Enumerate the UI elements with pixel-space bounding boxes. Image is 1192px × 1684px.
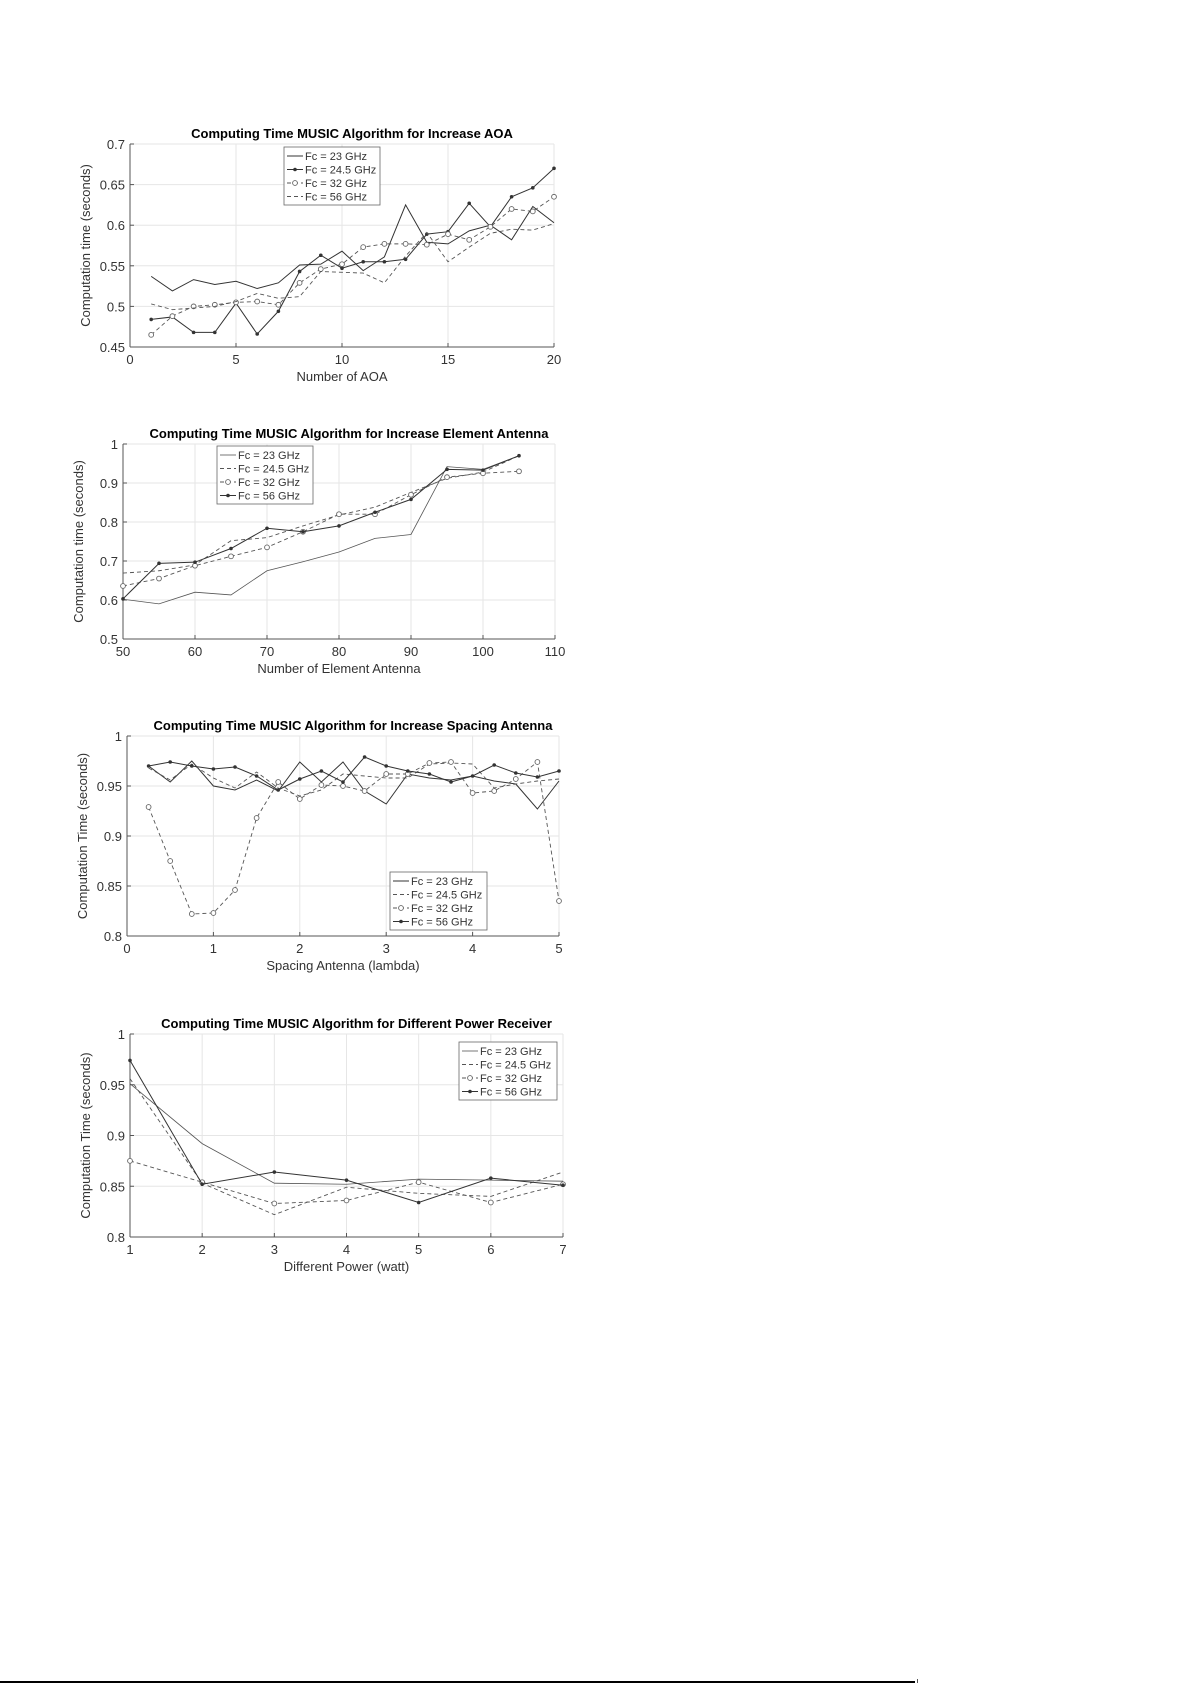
data-point-circle: [293, 181, 298, 186]
y-tick-label: 0.7: [106, 137, 125, 152]
legend-entry: Fc = 56 GHz: [411, 916, 474, 929]
data-point-circle: [121, 584, 126, 589]
chart-1: [78, 126, 561, 384]
x-tick-label: 4: [468, 941, 477, 956]
chart-2: [71, 426, 565, 676]
chart-title: Computing Time MUSIC Algorithm for Increase Element Antenna: [149, 426, 549, 441]
data-point-circle: [189, 912, 194, 917]
legend-entry: Fc = 32 GHz: [411, 903, 474, 915]
data-point-circle: [362, 789, 367, 794]
x-tick-label: 90: [403, 644, 419, 659]
x-tick-label: 100: [472, 644, 494, 659]
x-tick-label: 20: [546, 352, 562, 367]
y-tick-label: 0.8: [103, 929, 122, 944]
data-point-dot: [561, 1183, 565, 1187]
data-point-dot: [229, 547, 233, 551]
data-point-circle: [513, 777, 518, 782]
x-tick-label: 3: [382, 941, 390, 956]
legend-entry: Fc = 56 GHz: [238, 490, 301, 503]
page-bottom-tick: [917, 1679, 918, 1683]
y-tick-label: 0.55: [99, 258, 125, 274]
x-tick-label: 5: [415, 1242, 423, 1257]
data-point-dot: [293, 168, 297, 172]
y-tick-label: 0.85: [99, 1179, 125, 1195]
legend: [217, 446, 313, 504]
legend: [459, 1042, 557, 1100]
legend: [390, 872, 487, 930]
data-point-circle: [337, 512, 342, 517]
y-tick-label: 0.95: [96, 779, 122, 794]
data-point-dot: [301, 530, 305, 534]
data-point-circle: [399, 906, 404, 911]
data-point-dot: [510, 195, 514, 199]
series-line: [151, 224, 554, 310]
data-point-circle: [361, 245, 366, 250]
y-axis-label: Computation time (seconds): [78, 164, 93, 327]
data-point-circle: [384, 772, 389, 777]
data-point-dot: [471, 774, 475, 778]
data-point-circle: [255, 299, 260, 304]
data-point-circle: [318, 267, 323, 272]
series-line: [151, 205, 554, 291]
data-point-dot: [417, 1201, 421, 1205]
y-tick-label: 0.9: [103, 829, 122, 844]
y-tick-label: 0.6: [99, 593, 118, 608]
legend-entry: Fc = 56 GHz: [305, 191, 368, 204]
legend-entry: Fc = 23 GHz: [305, 151, 368, 163]
x-tick-label: 4: [342, 1242, 351, 1257]
y-axis-label: Computation Time (seconds): [75, 752, 90, 920]
data-point-circle: [265, 545, 270, 550]
data-point-dot: [361, 260, 365, 264]
legend-entry: Fc = 32 GHz: [238, 477, 301, 489]
legend-entry: Fc = 24.5 GHz: [238, 463, 310, 476]
y-tick-label: 1: [117, 1027, 125, 1042]
data-point-dot: [320, 769, 324, 773]
data-point-circle: [193, 563, 198, 568]
data-point-circle: [168, 859, 173, 864]
data-point-circle: [341, 784, 346, 789]
data-point-dot: [255, 774, 259, 778]
data-point-circle: [382, 241, 387, 246]
y-axis-label: Computation Time (seconds): [78, 1052, 93, 1219]
series-line: [123, 456, 519, 573]
data-point-dot: [319, 253, 323, 257]
y-tick-label: 0.5: [99, 632, 118, 647]
x-tick-label: 2: [198, 1242, 206, 1257]
data-point-dot: [383, 260, 387, 264]
data-point-circle: [128, 1158, 133, 1163]
y-tick-label: 0.45: [99, 340, 125, 355]
data-point-circle: [276, 780, 281, 785]
y-tick-label: 0.6: [106, 218, 125, 234]
y-axis-label: Computation time (seconds): [71, 460, 86, 623]
data-point-circle: [557, 899, 562, 904]
data-point-dot: [557, 769, 561, 773]
data-point-dot: [409, 498, 413, 502]
data-point-dot: [373, 510, 377, 514]
data-point-circle: [149, 332, 154, 337]
data-point-circle: [211, 911, 216, 916]
data-point-circle: [535, 760, 540, 765]
x-axis-label: Spacing Antenna (lambda): [266, 958, 420, 973]
data-point-circle: [403, 241, 408, 246]
y-tick-label: 1: [114, 729, 122, 744]
x-tick-label: 7: [559, 1242, 567, 1257]
data-point-dot: [363, 755, 367, 759]
data-point-dot: [428, 772, 432, 776]
data-point-dot: [157, 562, 161, 566]
series-4: [151, 224, 554, 310]
data-point-circle: [552, 194, 557, 199]
y-tick-label: 0.8: [106, 1230, 125, 1245]
x-tick-label: 50: [115, 644, 131, 659]
series-line: [149, 762, 559, 914]
chart-4: [78, 1016, 567, 1274]
series-line: [123, 456, 519, 604]
data-point-circle: [340, 262, 345, 267]
chart-title: Computing Time MUSIC Algorithm for Increase Spacing Antenna: [153, 718, 553, 733]
x-tick-label: 10: [334, 352, 350, 367]
data-point-dot: [212, 767, 216, 771]
data-point-dot: [399, 920, 403, 924]
legend-entry: Fc = 23 GHz: [238, 450, 301, 462]
data-point-circle: [445, 475, 450, 480]
data-point-circle: [297, 280, 302, 285]
x-tick-label: 5: [232, 352, 240, 367]
data-point-circle: [488, 224, 493, 229]
x-tick-label: 110: [544, 644, 566, 659]
legend-entry: Fc = 24.5 GHz: [305, 164, 377, 177]
x-axis-label: Number of AOA: [296, 369, 388, 384]
data-point-circle: [254, 816, 259, 821]
x-tick-label: 6: [487, 1242, 495, 1257]
series-1: [123, 456, 519, 604]
y-tick-label: 0.9: [106, 1128, 125, 1144]
y-tick-label: 0.8: [99, 515, 118, 530]
chart-title: Computing Time MUSIC Algorithm for Different Power Receiver: [161, 1016, 552, 1031]
data-point-dot: [276, 788, 280, 792]
data-point-dot: [168, 760, 172, 764]
data-point-dot: [213, 331, 217, 335]
data-point-dot: [200, 1182, 204, 1186]
data-point-dot: [255, 332, 259, 336]
data-point-circle: [492, 789, 497, 794]
data-point-dot: [406, 769, 410, 773]
data-point-dot: [468, 1090, 472, 1094]
data-point-circle: [409, 492, 414, 497]
data-point-dot: [193, 560, 197, 564]
legend: [284, 147, 380, 205]
data-point-circle: [470, 791, 475, 796]
y-tick-label: 0.7: [99, 554, 118, 569]
data-point-dot: [341, 780, 345, 784]
y-tick-label: 0.5: [106, 299, 125, 315]
data-point-circle: [297, 797, 302, 802]
data-point-circle: [319, 783, 324, 788]
series-line: [123, 456, 519, 599]
x-tick-label: 80: [331, 644, 347, 659]
data-point-circle: [233, 888, 238, 893]
y-tick-label: 0.85: [96, 879, 122, 894]
legend-entry: Fc = 24.5 GHz: [411, 889, 483, 902]
series-line: [149, 763, 559, 796]
data-point-circle: [517, 469, 522, 474]
y-tick-label: 1: [110, 437, 118, 452]
y-tick-label: 0.9: [99, 476, 118, 491]
x-tick-label: 15: [440, 352, 456, 367]
data-point-dot: [149, 318, 153, 322]
data-point-dot: [489, 1176, 493, 1180]
data-point-dot: [552, 167, 556, 171]
legend-entry: Fc = 32 GHz: [305, 178, 368, 190]
data-point-dot: [445, 468, 449, 472]
data-point-dot: [492, 763, 496, 767]
legend-entry: Fc = 24.5 GHz: [480, 1059, 552, 1072]
data-point-circle: [344, 1198, 349, 1203]
data-point-circle: [530, 209, 535, 214]
data-point-dot: [273, 1170, 277, 1174]
data-point-dot: [467, 201, 471, 205]
data-point-circle: [272, 1201, 277, 1206]
legend-entry: Fc = 23 GHz: [411, 876, 474, 888]
data-point-dot: [192, 331, 196, 335]
x-tick-label: 70: [259, 644, 275, 659]
series-2: [149, 763, 559, 796]
data-point-dot: [345, 1178, 349, 1182]
data-point-dot: [277, 309, 281, 313]
x-tick-label: 5: [555, 941, 563, 956]
legend-entry: Fc = 32 GHz: [480, 1073, 543, 1085]
data-point-dot: [531, 186, 535, 190]
data-point-circle: [446, 232, 451, 237]
data-point-dot: [121, 597, 125, 601]
x-tick-label: 60: [187, 644, 203, 659]
x-axis-label: Different Power (watt): [283, 1259, 410, 1274]
data-point-circle: [229, 554, 234, 559]
data-point-circle: [509, 207, 514, 212]
data-point-circle: [427, 761, 432, 766]
data-point-circle: [226, 480, 231, 485]
data-point-circle: [146, 805, 151, 810]
page-bottom-rule: [0, 1681, 915, 1683]
x-tick-label: 2: [296, 941, 304, 956]
data-point-dot: [337, 524, 341, 528]
x-tick-label: 0: [123, 941, 131, 956]
data-point-dot: [517, 454, 521, 458]
data-point-dot: [128, 1059, 132, 1063]
chart-title: Computing Time MUSIC Algorithm for Increase AOA: [191, 126, 513, 141]
data-point-circle: [276, 302, 281, 307]
x-tick-label: 1: [126, 1242, 134, 1257]
data-point-circle: [468, 1076, 473, 1081]
legend-entry: Fc = 56 GHz: [480, 1086, 543, 1099]
data-point-circle: [449, 760, 454, 765]
chart-3: [75, 718, 563, 973]
series-3: [146, 760, 561, 917]
data-point-dot: [298, 777, 302, 781]
series-1: [151, 205, 554, 291]
x-tick-label: 3: [270, 1242, 278, 1257]
data-point-dot: [384, 764, 388, 768]
x-tick-label: 1: [209, 941, 218, 956]
data-point-dot: [298, 270, 302, 274]
data-point-circle: [157, 576, 162, 581]
series-line: [149, 757, 559, 790]
series-2: [123, 456, 519, 573]
data-point-dot: [226, 494, 230, 498]
data-point-dot: [449, 780, 453, 784]
data-point-dot: [265, 526, 269, 530]
data-point-dot: [233, 765, 237, 769]
legend-entry: Fc = 23 GHz: [480, 1046, 543, 1058]
data-point-circle: [488, 1200, 493, 1205]
x-axis-label: Number of Element Antenna: [257, 661, 421, 676]
data-point-circle: [467, 237, 472, 242]
data-point-dot: [481, 468, 485, 472]
x-tick-label: 0: [126, 352, 134, 367]
data-point-circle: [170, 314, 175, 319]
data-point-dot: [147, 764, 151, 768]
data-point-circle: [424, 242, 429, 247]
data-point-circle: [416, 1180, 421, 1185]
data-point-dot: [536, 775, 540, 779]
y-tick-label: 0.95: [99, 1077, 125, 1093]
data-point-dot: [190, 764, 194, 768]
y-tick-label: 0.65: [99, 177, 125, 193]
data-point-dot: [514, 771, 518, 775]
